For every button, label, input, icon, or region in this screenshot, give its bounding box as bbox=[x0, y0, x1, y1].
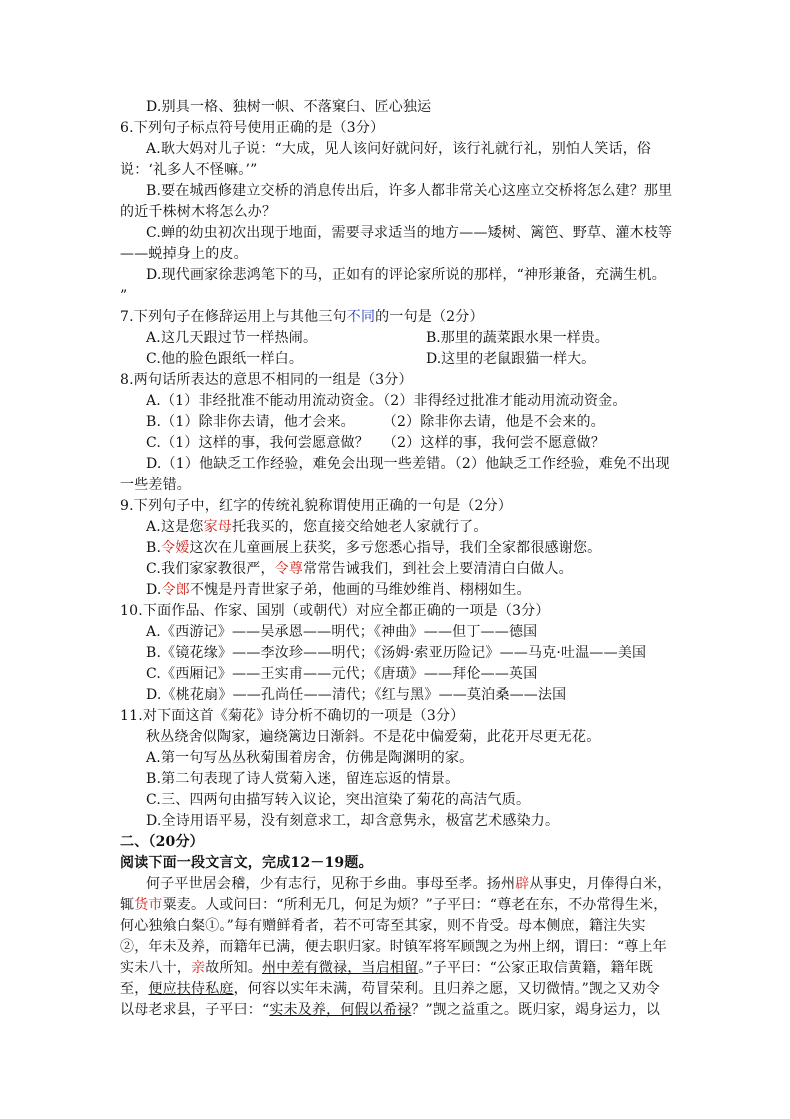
q11-stem: 11.对下面这首《菊花》诗分析不确切的一项是（3分） bbox=[120, 708, 465, 724]
q7-option-d: D.这里的老鼠跟猫一样大。 bbox=[426, 351, 596, 367]
q8-option-c: C.（1）这样的事，我何尝愿意做？ （2）这样的事，我何尝不愿意做？ bbox=[146, 435, 606, 451]
red-term: 令尊 bbox=[274, 561, 304, 577]
q11-option-b: B.第二句表现了诗人赏菊入迷，留连忘返的情景。 bbox=[146, 771, 460, 787]
q11-option-d: D.全诗用语平易，没有刻意求工，却含意隽永，极富艺术感染力。 bbox=[146, 813, 560, 829]
q10-option-a: A.《西游记》——吴承恩——明代；《神曲》——但丁——德国 bbox=[146, 624, 538, 640]
q10-stem: 10.下面作品、作家、国别（或朝代）对应全都正确的一项是（3分） bbox=[120, 603, 550, 619]
underlined-phrase: 州中差有微禄，当启相留 bbox=[262, 960, 419, 976]
q5-option-d: D.别具一格、独树一帜、不落窠臼、匠心独运 bbox=[146, 99, 432, 115]
q9-option-d: D.令郎不愧是丹青世家子弟，他画的马维妙维肖、栩栩如生。 bbox=[146, 582, 531, 598]
section-two-heading: 二、（20分） bbox=[120, 834, 204, 850]
q11-poem: 秋丛绕舍似陶家，遍绕篱边日渐斜。不是花中偏爱菊，此花开尽更无花。 bbox=[146, 729, 601, 745]
q6-option-d-cont: ” bbox=[120, 288, 128, 304]
passage-line-2: 辄货市粟麦。人或问曰：“所利无几，何足为烦？”子平曰：“尊老在东，不办常得生米， bbox=[120, 897, 668, 913]
q6-option-c: C.蝉的幼虫初次出现于地面，需要寻求适当的地方——矮树、篱笆、野草、灌木枝等 bbox=[146, 225, 673, 241]
reading-instruction: 阅读下面一段文言文，完成12－19题。 bbox=[120, 855, 373, 871]
q10-option-d: D.《桃花扇》——孔尚任——清代；《红与黑》——莫泊桑——法国 bbox=[146, 687, 567, 703]
underlined-phrase: 实未及养，何假以希禄 bbox=[269, 1002, 412, 1018]
q9-stem: 9.下列句子中，红字的传统礼貌称谓使用正确的一句是（2分） bbox=[120, 498, 513, 514]
passage-line-3: 何心独飨白粲①。”每有赠鲜肴者，若不可寄至其家，则不肯受。母本侧庶，籍注失实 bbox=[120, 918, 646, 934]
underlined-phrase: 便应扶侍私庭 bbox=[148, 981, 234, 997]
q9-option-b: B.令嫒这次在儿童画展上获奖，多亏您悉心指导，我们全家都很感谢您。 bbox=[146, 540, 602, 556]
q6-option-c-cont: ——蜕掉身上的皮。 bbox=[120, 246, 248, 262]
passage-line-6: 至，便应扶侍私庭，何容以实年未满，苟冒荣利。且归养之愿，又切微情。”觊之又劝令 bbox=[120, 981, 660, 997]
q6-option-a-cont: 说：‘礼多人不怪嘛。’” bbox=[120, 162, 258, 178]
q7-option-c: C.他的脸色跟纸一样白。 bbox=[146, 351, 304, 367]
q6-option-d: D.现代画家徐悲鸿笔下的马，正如有的评论家所说的那样，“神形兼备，充满生机。 bbox=[146, 267, 666, 283]
q9-option-a: A.这是您家母托我买的，您直接交给她老人家就行了。 bbox=[146, 519, 488, 535]
red-term: 家母 bbox=[203, 519, 232, 535]
q11-option-c: C.三、四两句由描写转入议论，突出渲染了菊花的高洁气质。 bbox=[146, 792, 531, 808]
q6-option-a: A.耿大妈对儿子说：“大成，见人该问好就问好，该行礼就行礼，别怕人笑话，俗 bbox=[146, 141, 652, 157]
red-term: 令郎 bbox=[161, 582, 190, 598]
q10-option-c: C.《西厢记》——王实甫——元代；《唐璜》——拜伦——英国 bbox=[146, 666, 538, 682]
q8-option-d: D.（1）他缺乏工作经验，难免会出现一些差错。（2）他缺乏工作经验，难免不出现 bbox=[146, 456, 670, 472]
passage-line-1: 何子平世居会稽，少有志行，见称于乡曲。事母至孝。扬州辟从事史，月俸得白米， bbox=[146, 876, 672, 892]
q6-option-b: B.要在城西修建立交桥的消息传出后，许多人都非常关心这座立交桥将怎么建？那里 bbox=[146, 183, 673, 199]
highlight-word: 不同 bbox=[346, 309, 376, 325]
q7-option-a: A.这几天跟过节一样热闹。 bbox=[146, 330, 318, 346]
q9-option-c: C.我们家家教很严，令尊常常告诫我们，到社会上要清清白白做人。 bbox=[146, 561, 573, 577]
q7-option-b: B.那里的蔬菜跟水果一样贵。 bbox=[426, 330, 609, 346]
q7-stem: 7.下列句子在修辞运用上与其他三句不同的一句是（2分） bbox=[120, 309, 484, 325]
passage-line-4: ②，年未及养，而籍年已满，便去职归家。时镇军将军顾觊之为州上纲，谓曰：“尊上年 bbox=[120, 939, 667, 955]
red-term: 货市 bbox=[134, 897, 163, 913]
q11-option-a: A.第一句写丛丛秋菊围着房舍，仿佛是陶渊明的家。 bbox=[146, 750, 474, 766]
q6-option-b-cont: 的近千株树木将怎么办？ bbox=[120, 204, 277, 220]
q8-stem: 8.两句话所表达的意思不相同的一组是（3分） bbox=[120, 372, 413, 388]
passage-line-7: 以母老求县，子平曰：“实未及养，何假以希禄？”觊之益重之。既归家，竭身运力，以 bbox=[120, 1002, 661, 1018]
red-term: 令嫒 bbox=[161, 540, 190, 556]
red-term: 亲 bbox=[191, 960, 206, 976]
q10-option-b: B.《镜花缘》——李汝珍——明代；《汤姆·索亚历险记》——马克·吐温——美国 bbox=[146, 645, 647, 661]
red-term: 辟 bbox=[515, 876, 530, 892]
q6-stem: 6.下列句子标点符号使用正确的是（3分） bbox=[120, 120, 385, 136]
q8-option-b: B.（1）除非你去请，他才会来。 （2）除非你去请，他是不会来的。 bbox=[146, 414, 605, 430]
q8-option-d-cont: 一些差错。 bbox=[120, 477, 191, 493]
passage-line-5: 实未八十，亲故所知。州中差有微禄，当启相留。”子平曰：“公家正取信黄籍，籍年既 bbox=[120, 960, 654, 976]
q8-option-a: A.（1）非经批准不能动用流动资金。（2）非得经过批准才能动用流动资金。 bbox=[146, 393, 627, 409]
